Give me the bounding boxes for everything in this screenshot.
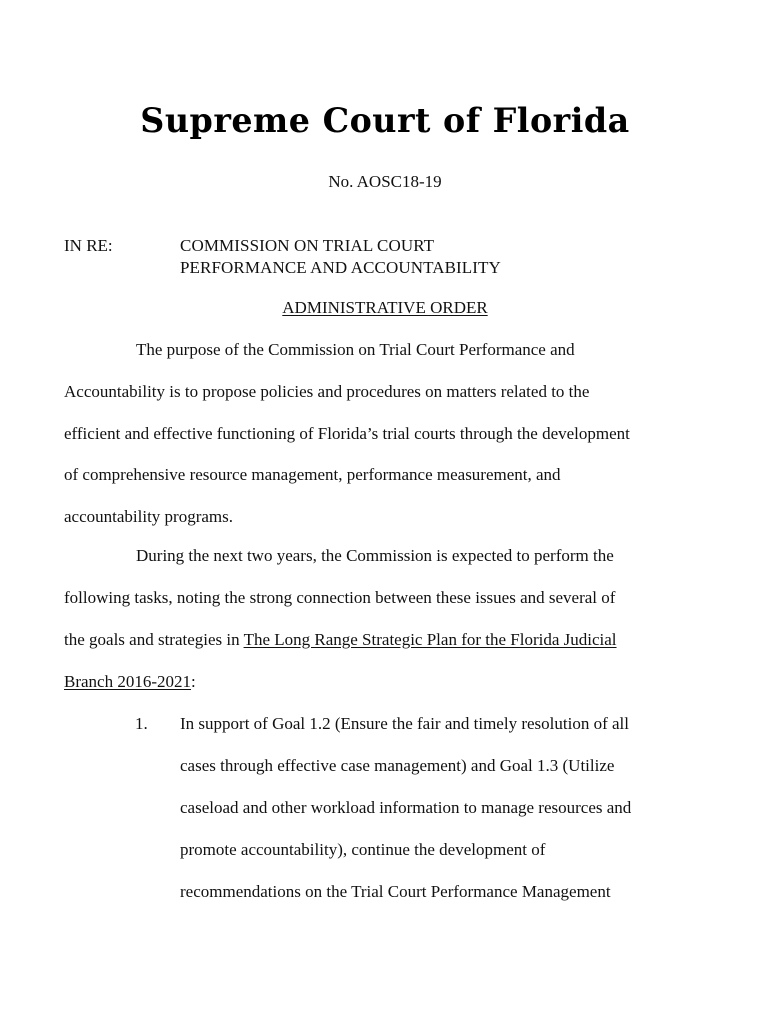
court-name-heading: Supreme Court of Florida: [140, 101, 630, 141]
paragraph-2-line-text: the goals and strategies in: [64, 630, 244, 649]
strategic-plan-title: The Long Range Strategic Plan for the Florida Judicial: [243, 630, 617, 649]
list-item-line: recommendations on the Trial Court Performance Management: [180, 882, 611, 901]
case-number: No. AOSC18-19: [328, 172, 442, 191]
list-item-line: promote accountability), continue the development of: [180, 840, 546, 859]
list-item-number: 1.: [135, 714, 148, 733]
paragraph-1-line: The purpose of the Commission on Trial Court Performance and: [136, 340, 575, 359]
in-re-subject-line-2: PERFORMANCE AND ACCOUNTABILITY: [180, 258, 501, 277]
paragraph-1-line: of comprehensive resource management, performance measurement, and: [64, 465, 561, 484]
paragraph-2-line-text: :: [191, 672, 196, 691]
in-re-subject-line-1: COMMISSION ON TRIAL COURT: [180, 236, 435, 255]
paragraph-1-line: accountability programs.: [64, 507, 234, 526]
paragraph-2-line: [64, 630, 617, 650]
in-re-label: IN RE:: [64, 236, 113, 255]
list-item-line: cases through effective case management) and Goal 1.3 (Utilize: [180, 756, 615, 775]
paragraph-1-line: efficient and effective functioning of Florida’s trial courts through the development: [64, 424, 630, 443]
administrative-order-heading: ADMINISTRATIVE ORDER: [282, 298, 488, 317]
paragraph-1-line: Accountability is to propose policies and procedures on matters related to the: [64, 382, 590, 401]
paragraph-2-line: During the next two years, the Commission is expected to perform the: [136, 546, 614, 565]
list-item-line: In support of Goal 1.2 (Ensure the fair and timely resolution of all: [180, 714, 629, 733]
paragraph-2-line: following tasks, noting the strong connection between these issues and several of: [64, 588, 616, 607]
list-item-line: caseload and other workload information to manage resources and: [180, 798, 632, 817]
paragraph-2-line: [64, 672, 196, 692]
strategic-plan-title: Branch 2016-2021: [64, 672, 192, 691]
